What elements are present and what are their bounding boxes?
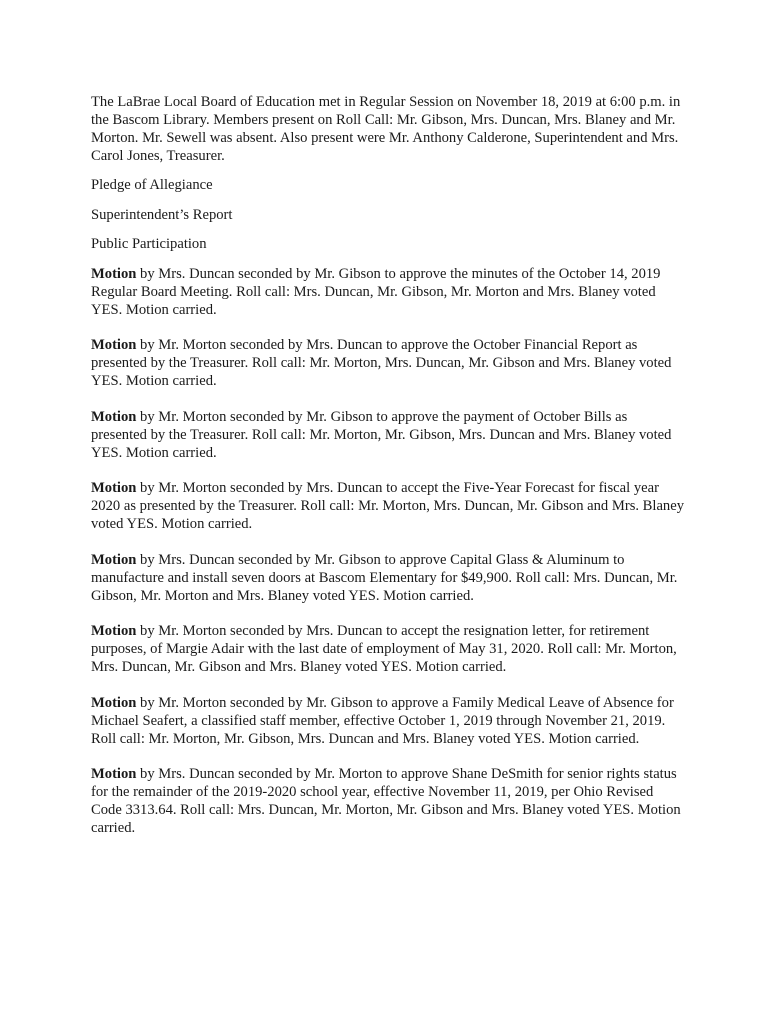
motion-text: by Mr. Morton seconded by Mrs. Duncan to approve the October Financial Report as presented by the Treasurer. Roll call: Mr. Morton, Mrs. Duncan, Mr. Gibson and Mrs. Blaney voted YES. Motion carried. (91, 337, 672, 389)
motion-keyword: Motion (91, 408, 137, 425)
motion-paragraph (91, 265, 685, 319)
motion-paragraph (91, 622, 685, 676)
motion-keyword: Motion (91, 766, 137, 782)
motion-keyword: Motion (91, 551, 137, 568)
motion-paragraph (91, 408, 685, 462)
agenda-public-participation: Public Participation (91, 236, 207, 252)
motion-text: by Mr. Morton seconded by Mr. Gibson to approve a Family Medical Leave of Absence for Michael Seafert, a classified staff member, effective October 1, 2019 through November 21, 2019. Roll call: Mr. Morton, Mr. Gibson, Mrs. Duncan and Mrs. Blaney voted YES. Motion carried. (91, 694, 674, 747)
motion-text: by Mr. Morton seconded by Mrs. Duncan to accept the Five-Year Forecast for fiscal year 2020 as presented by the Treasurer. Roll call: Mr. Morton, Mrs. Duncan, Mr. Gibson and Mrs. Blaney voted YES. Motion carried. (91, 480, 685, 532)
motion-keyword: Motion (91, 623, 137, 639)
motion-text: by Mr. Morton seconded by Mrs. Duncan to accept the resignation letter, for retirement purposes, of Margie Adair with the last date of employment of May 31, 2020. Roll call: Mr. Morton, Mrs. Duncan, Mr. Gibson and Mrs. Blaney voted YES. Motion carried. (91, 623, 677, 675)
motion-paragraph (91, 765, 685, 837)
motion-text: by Mrs. Duncan seconded by Mr. Morton to approve Shane DeSmith for senior rights status for the remainder of the 2019-2020 school year, effective November 11, 2019, per Ohio Revised Code 3313.64. Roll call: Mrs. Duncan, Mr. Morton, Mr. Gibson and Mrs. Blaney voted YES. Motion carried. (91, 766, 681, 836)
motion-text: by Mr. Morton seconded by Mr. Gibson to approve the payment of October Bills as presented by the Treasurer. Roll call: Mr. Morton, Mr. Gibson, Mrs. Duncan and Mrs. Blaney voted YES. Motion carried. (91, 408, 672, 461)
intro-paragraph: The LaBrae Local Board of Education met in Regular Session on November 18, 2019 at 6:00 p.m. in the Bascom Library. Members present on Roll Call: Mr. Gibson, Mrs. Duncan, Mrs. Blaney and Mr. Morton. Mr. Sewell was absent. Also present were Mr. Anthony Calderone, Superintendent and Mrs. Carol Jones, Treasurer. (91, 94, 681, 164)
document-page (91, 93, 685, 855)
agenda-superintendent-report: Superintendent’s Report (91, 206, 233, 223)
motion-paragraph (91, 479, 685, 533)
agenda-pledge: Pledge of Allegiance (91, 177, 213, 193)
motion-text: by Mrs. Duncan seconded by Mr. Gibson to approve the minutes of the October 14, 2019 Regular Board Meeting. Roll call: Mrs. Duncan, Mr. Gibson, Mr. Morton and Mrs. Blaney voted YES. Motion carried. (91, 265, 661, 318)
motion-text: by Mrs. Duncan seconded by Mr. Gibson to approve Capital Glass & Aluminum to manufacture and install seven doors at Bascom Elementary for $49,900. Roll call: Mrs. Duncan, Mr. Gibson, Mr. Morton and Mrs. Blaney voted YES. Motion carried. (91, 551, 678, 604)
motion-paragraph (91, 336, 685, 390)
motion-keyword: Motion (91, 480, 137, 496)
motion-paragraph (91, 694, 685, 748)
motion-keyword: Motion (91, 265, 137, 282)
motion-keyword: Motion (91, 337, 137, 353)
motion-keyword: Motion (91, 694, 137, 711)
motion-paragraph (91, 551, 685, 605)
